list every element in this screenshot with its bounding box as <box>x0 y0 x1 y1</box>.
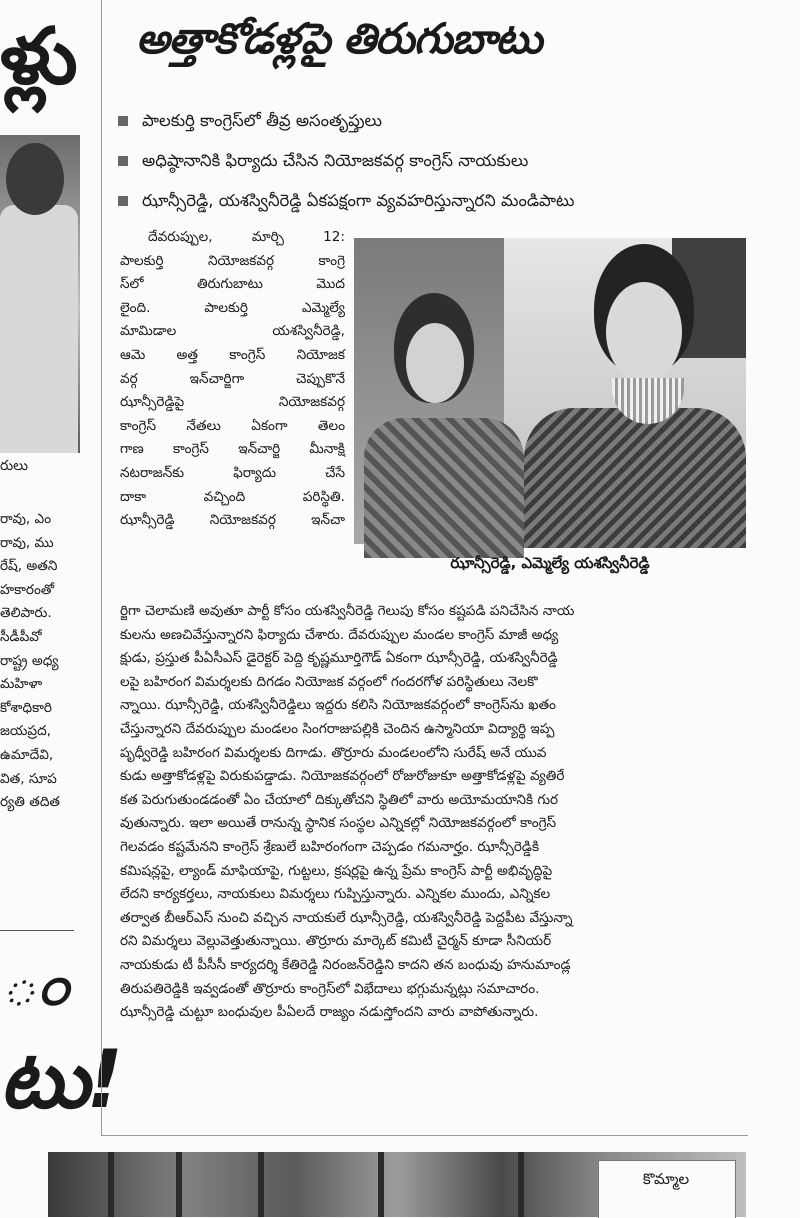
left-text-line: సీడీపీవో <box>0 628 42 645</box>
bullet-text: పాలకుర్తి కాంగ్రెస్‌లో తీవ్ర అసంతృప్తులు <box>142 111 382 130</box>
left-big-fragment: ం <box>0 947 70 1021</box>
body-line: రని విమర్శలు వెల్లువెత్తుతున్నాయి. తొర్రూరు మార్కెట్ కమిటీ చైర్మన్ కూడా సీనియర్ <box>120 933 552 950</box>
body-line: కుడు అత్తాకోడళ్లపై విరుకుపడ్డాడు. నియోజకవర్గంలో రోజురోజుకూ అత్తాకోడళ్లపై వ్యతిరే <box>120 768 565 785</box>
body-line: కత పెరుగుతుండడంతో ఏం చేయాలో దిక్కుతోచని స్థితిలో వారు అయోమయానికి గుర <box>120 791 559 808</box>
body-line: పృధ్వీరెడ్డి బహిరంగ విమర్శలకు దిగాడు. తొర్రూరు మండలంలోని సురేష్ అనే యువ <box>120 744 547 761</box>
bullet-square-icon <box>118 156 128 166</box>
intro-line: ఝాన్సీరెడ్డిపై నియోజకవర్గ <box>120 394 345 411</box>
left-text-line: ఉమాదేవి, <box>0 746 54 763</box>
bullet-list <box>118 101 778 221</box>
photo-caption: ఝాన్సీరెడ్డి, ఎమ్మెల్యే యశస్వినీరెడ్డి <box>450 554 650 572</box>
article-body <box>120 600 748 1025</box>
body-line: నాయకుడు టీ పీసీసీ కార్యదర్శి కేతిరెడ్డి నిరంజన్‌రెడ్డిని కాదని తన బంధువు హనుమాండ్ల <box>120 956 571 973</box>
article-bottom-rule <box>101 1135 748 1136</box>
left-text-line: విత, సూప <box>0 770 57 787</box>
left-column <box>0 0 120 1217</box>
left-text-line: రావు, ఎం <box>0 511 52 527</box>
body-line: కమిషన్లపై, ల్యాండ్ మాఫియాపై, గుట్టలు, క్రషర్లపై ఉన్న ప్రేమ కాంగ్రెస్ పార్టీ అభివృద్ధిపై <box>120 862 553 879</box>
intro-line: ఆమె అత్త కాంగ్రెస్ నియోజక <box>120 346 345 363</box>
intro-line: స్‌లో తిరుగుబాటు మొద <box>120 276 345 293</box>
intro-line: గాణ కాంగ్రెస్ ఇన్‌చార్జి మీనాక్షి <box>120 441 345 458</box>
left-text <box>0 508 98 815</box>
body-line: వుతున్నారు. ఇలా అయితే రానున్న స్థానిక సంస్థల ఎన్నికల్లో నియోజకవర్గంలో కాంగ్రెస్ <box>120 815 557 832</box>
left-text-line: రేష్, అతని <box>0 558 58 575</box>
intro-line: దాకా వచ్చింది పరిస్థితి. <box>120 488 345 505</box>
article-intro <box>120 226 345 533</box>
intro-line: కాంగ్రెస్ నేతలు ఏకంగా తెలం <box>120 417 345 434</box>
left-big-fragment-2: టు! <box>0 1033 120 1126</box>
left-text-line: రాష్ట్ర అధ్య <box>0 652 59 669</box>
intro-line: ఝాన్సీరెడ్డి నియోజకవర్గ ఇన్‌చా <box>120 512 345 529</box>
body-line: తిరుపతిరెడ్డికి ఇవ్వడంతో తొర్రూరు కాంగ్రెస్‌లో విభేదాలు భగ్గుమన్నట్లు సమాచారం. <box>120 980 540 997</box>
body-line: క్షుడు, ప్రస్తుత పీఏసీఎస్ డైరెక్టర్ పెద్ది కృష్ణమూర్తిగౌడ్ ఏకంగా ఝాన్సీరెడ్డి, యశస్వినీరెడ్డి <box>120 650 558 667</box>
bullet-text: అధిష్ఠానానికి ఫిర్యాదు చేసిన నియోజకవర్గ కాంగ్రెస్ నాయకులు <box>142 151 529 170</box>
intro-line: నటరాజన్‌కు ఫిర్యాదు చేసే <box>120 464 345 481</box>
body-line: కులను అణచివేస్తున్నారని ఫిర్యాదు చేశారు. దేవరుప్పుల మండల కాంగ్రెస్ మాజీ అధ్య <box>120 626 559 643</box>
article-photo <box>354 238 746 544</box>
intro-line: వర్గ ఇన్‌చార్జిగా చెప్పుకొనే <box>120 370 345 387</box>
body-line: లేదని కార్యకర్తలు, నాయకులు విమర్శలు గుప్పిస్తున్నారు. ఎన్నికల ముందు, ఎన్నికల <box>120 886 551 903</box>
intro-line: లైంది. పాలకుర్తి ఎమ్మెల్యే <box>120 299 345 316</box>
left-text-line: రావు, ము <box>0 534 54 551</box>
body-line: చేస్తున్నారని దేవరుప్పుల మండలం సింగరాజుపల్లికి చెందిన ఉస్మానియా విద్యార్థి ఇప్ప <box>120 720 555 737</box>
bullet-item <box>118 181 778 221</box>
left-text-line: కోశాధికారి <box>0 699 52 716</box>
left-text-line: తెలిపారు. <box>0 605 52 622</box>
article-headline: అత్తాకోడళ్లపై తిరుగుబాటు <box>136 14 542 63</box>
bullet-square-icon <box>118 116 128 126</box>
bullet-item <box>118 141 778 181</box>
left-text-line: ర్యతి తదిత <box>0 794 60 811</box>
left-photo <box>0 135 80 453</box>
body-line: ఝాన్సీరెడ్డి చుట్టూ బంధువుల పీఏలదే రాజ్యం నడుస్తోందని వారు వాపోతున్నారు. <box>120 1004 539 1021</box>
bottom-label: కొమ్మాల <box>642 1170 690 1188</box>
left-headline-fragment: ళ్లు <box>0 12 74 102</box>
left-text-line: మహిళా <box>0 676 43 693</box>
intro-line: పాలకుర్తి నియోజకవర్గ కాంగ్రె <box>120 252 345 269</box>
body-line: గెలవడం కష్టమేనని కాంగ్రెస్ శ్రేణులే బహిరంగంగా చెప్పడం గమనార్హం. ఝాన్సీరెడ్డికి <box>120 838 540 855</box>
left-caption-fragment: రులు <box>0 458 28 474</box>
body-line: లపై బహిరంగ విమర్శలకు దిగడం నియోజక వర్గంలో గందరగోళ పరిస్థితులు నెలకొ <box>120 673 538 690</box>
body-line: ర్జిగా చెలామణి అవుతూ పార్టీ కోసం యశస్వినీరెడ్డి గెలుపు కోసం కష్టపడి పనిచేసిన నాయ <box>120 603 575 619</box>
intro-line: మామిడాల యశస్వినీరెడ్డి, <box>120 323 345 340</box>
bullet-square-icon <box>118 196 128 206</box>
body-line: న్నాయి. ఝాన్సీరెడ్డి, యశస్వినీరెడ్డిలు ఇద్దరు కలిసి నియోజకవర్గంలో కాంగ్రెస్‌ను ఖతం <box>120 697 556 714</box>
left-text-line: జయప్రద, <box>0 723 52 740</box>
body-line: తర్వాత బీఆర్ఎస్ నుంచి వచ్చిన నాయకులే ఝాన్సీరెడ్డి, యశస్వినీరెడ్డి పెద్దపీట వేస్తున్నా <box>120 909 573 926</box>
column-divider <box>101 0 102 1135</box>
bullet-item <box>118 101 778 141</box>
bullet-text: ఝాన్సీరెడ్డి, యశస్వినీరెడ్డి ఏకపక్షంగా వ్యవహరిస్తున్నారని మండిపాటు <box>142 191 575 210</box>
intro-line: దేవరుప్పుల, మార్చి 12: <box>148 229 345 245</box>
left-divider <box>0 930 74 931</box>
left-text-line: హకారంతో <box>0 581 55 598</box>
